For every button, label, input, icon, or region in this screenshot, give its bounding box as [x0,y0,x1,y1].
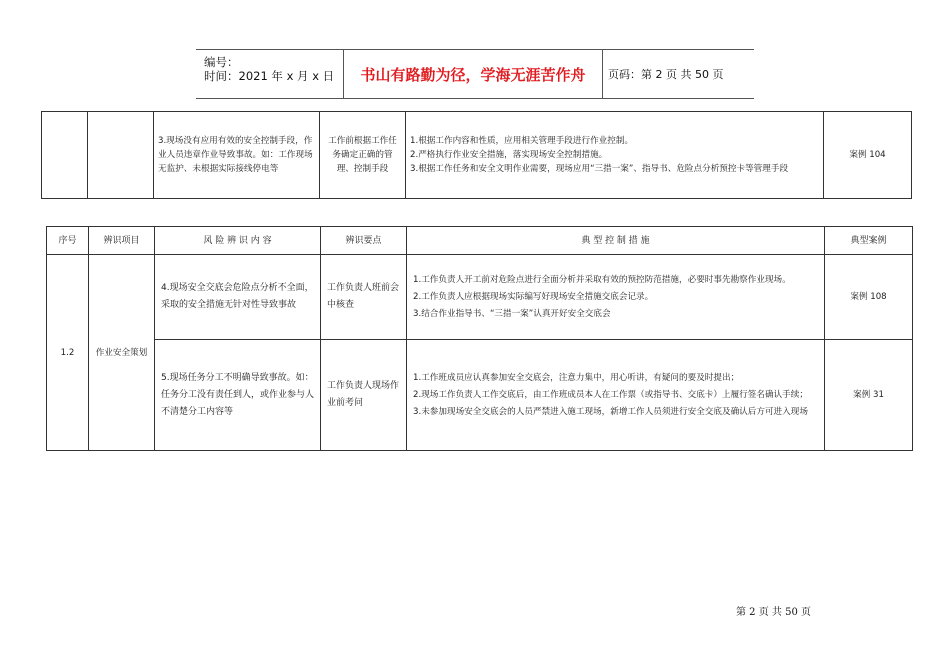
table-header-row [47,227,913,255]
header-point: 辨识要点 [321,227,407,255]
header-motto-cell [343,50,603,98]
motto: 书山有路勤为径，学海无涯苦作舟 [360,65,586,84]
measures-cell: 1.工作班成员应认真参加安全交底会，注意力集中，用心听讲，有疑问的要及时提出； 2.现场工作负责人工作交底后，由工作班成员本人在工作票（或指导书、交底卡）上履行签名确认手续； 3.未参加现场安全交底会的人员严禁进入施工现场，新增工作人员须进行安全交底及确认后方可进入现场 [407,340,825,451]
case-cell: 案例 31 [825,340,913,451]
measures-cell: 1.根据工作内容和性质，应用相关管理手段进行作业控制。 2.严格执行作业安全措施，落实现场安全控制措施。 3.根据工作任务和安全文明作业需要，现场应用“三措一案”、指导书、危险点分析预控卡等管理手段 [406,112,824,199]
header-meta [196,50,343,98]
point-cell: 工作负责人现场作业前考问 [321,340,407,451]
seq-cell [42,112,88,199]
page-info: 页码：第 2 页 共 50 页 [608,68,724,81]
measures-cell: 1.工作负责人开工前对危险点进行全面分析并采取有效的预控防范措施，必要时事先勘察作业现场。 2.工作负责人应根据现场实际编写好现场安全措施交底会记录。 3.结合作业指导书、“三措一案”认真开好安全交底会 [407,255,825,340]
item-cell: 作业安全策划 [89,255,155,451]
header-risk: 风 险 辨 识 内 容 [155,227,321,255]
continuation-table [41,111,912,199]
time-label: 时间：2021 年 x 月 x 日 [204,69,335,83]
risk-table [46,226,913,451]
header-case: 典型案例 [825,227,913,255]
table-row [47,340,913,451]
page-footer: 第 2 页 共 50 页 [736,607,811,618]
table-row [42,112,912,199]
risk-cell: 4.现场安全交底会危险点分析不全面，采取的安全措施无针对性导致事故 [155,255,321,340]
case-cell: 案例 104 [824,112,912,199]
header-measures: 典 型 控 制 措 施 [407,227,825,255]
risk-cell: 3.现场没有应用有效的安全控制手段，作业人员违章作业导致事故。如：工作现场无监护、未根据实际接线停电等 [154,112,320,199]
number-label: 编号： [204,55,239,69]
table-row [47,255,913,340]
page-header [196,49,754,99]
case-cell: 案例 108 [825,255,913,340]
point-cell: 工作负责人班前会中核查 [321,255,407,340]
header-seq: 序号 [47,227,89,255]
header-item: 辨识项目 [89,227,155,255]
point-cell: 工作前根据工作任务确定正确的管理、控制手段 [320,112,406,199]
risk-cell: 5.现场任务分工不明确导致事故。如：任务分工没有责任到人，或作业参与人不清楚分工内容等 [155,340,321,451]
item-cell [88,112,154,199]
seq-cell: 1.2 [47,255,89,451]
